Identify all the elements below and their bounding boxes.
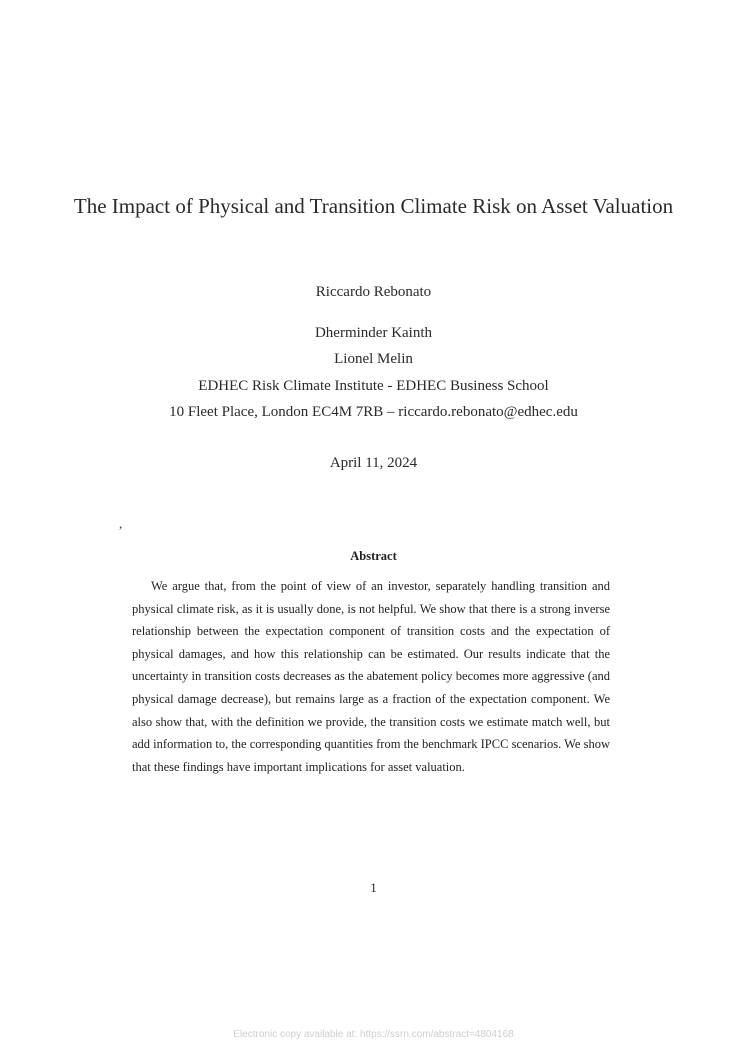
author-address: 10 Fleet Place, London EC4M 7RB – riccardo.rebonato@edhec.edu [169, 404, 578, 420]
author-name: Riccardo Rebonato [315, 284, 432, 300]
paper-title: The Impact of Physical and Transition Climate Risk on Asset Valuation [73, 194, 674, 218]
author-name: Dherminder Kainth [314, 325, 433, 341]
author-name: Lionel Melin [334, 351, 413, 367]
footer-note: Electronic copy available at: https://ssrn.com/abstract=4804168 [233, 1029, 514, 1040]
page-number: 1 [370, 880, 377, 895]
abstract-heading: Abstract [350, 549, 397, 563]
author-affiliation: EDHEC Risk Climate Institute - EDHEC Business School [198, 378, 549, 394]
publication-date: April 11, 2024 [329, 455, 418, 471]
abstract-body: We argue that, from the point of view of an investor, separately handling transition and physical climate risk, as it is usually done, is not helpful. We show that there is a strong inverse relationship between the expectation component of transition costs and the expectation of physical damages, and how this relationship can be estimated. Our results indicate that the uncertainty in transition costs decreases as the abatement policy becomes more aggressive (and physical damage decrease), but remains large as a fraction of the expectation component. We also show that, with the definition we provide, the transition costs we estimate match well, but add information to, the corresponding quantities from the benchmark IPCC scenarios. We show that these findings have important implications for asset valuation. [132, 579, 610, 774]
stray-comma: , [119, 516, 123, 531]
